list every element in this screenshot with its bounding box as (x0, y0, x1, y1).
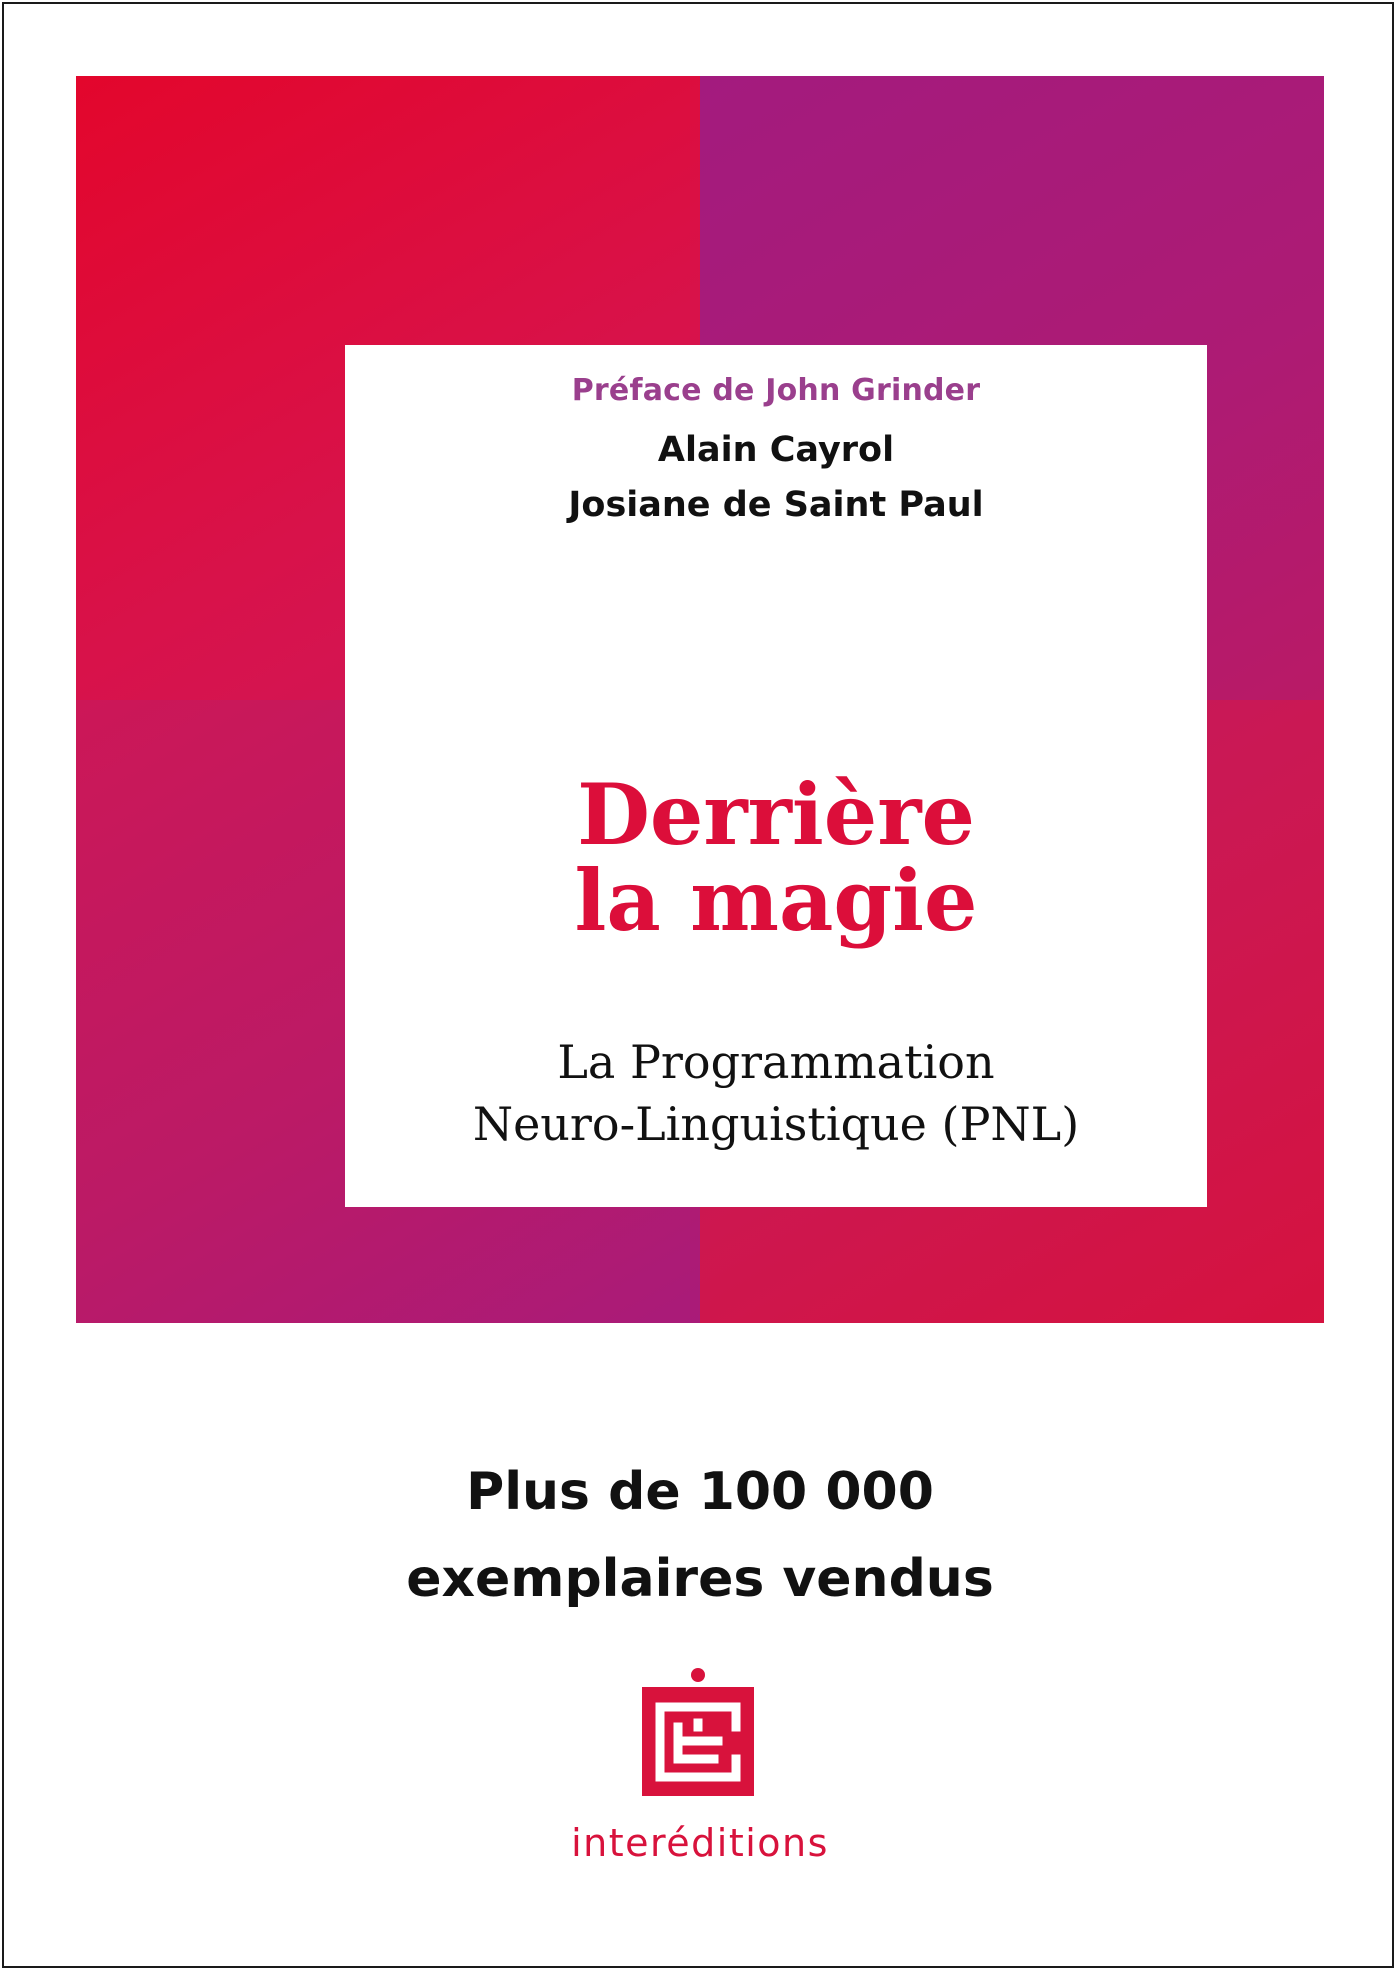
book-subtitle-line: La Programmation (557, 1035, 995, 1089)
sales-tagline-line: exemplaires vendus (406, 1549, 994, 1609)
publisher-name: interéditions (571, 1821, 829, 1865)
author-name: Josiane de Saint Paul (568, 485, 984, 525)
gradient-frame (76, 76, 1324, 1323)
sales-tagline-line: Plus de 100 000 (466, 1462, 934, 1522)
title-panel (345, 345, 1207, 1207)
preface-credit: Préface de John Grinder (571, 373, 981, 408)
book-title-line: Derrière (577, 765, 975, 864)
interéditions-logo-icon (638, 1665, 758, 1800)
author-name: Alain Cayrol (657, 430, 895, 470)
book-title-line: la magie (574, 851, 978, 950)
book-subtitle-line: Neuro-Linguistique (PNL) (472, 1097, 1080, 1151)
